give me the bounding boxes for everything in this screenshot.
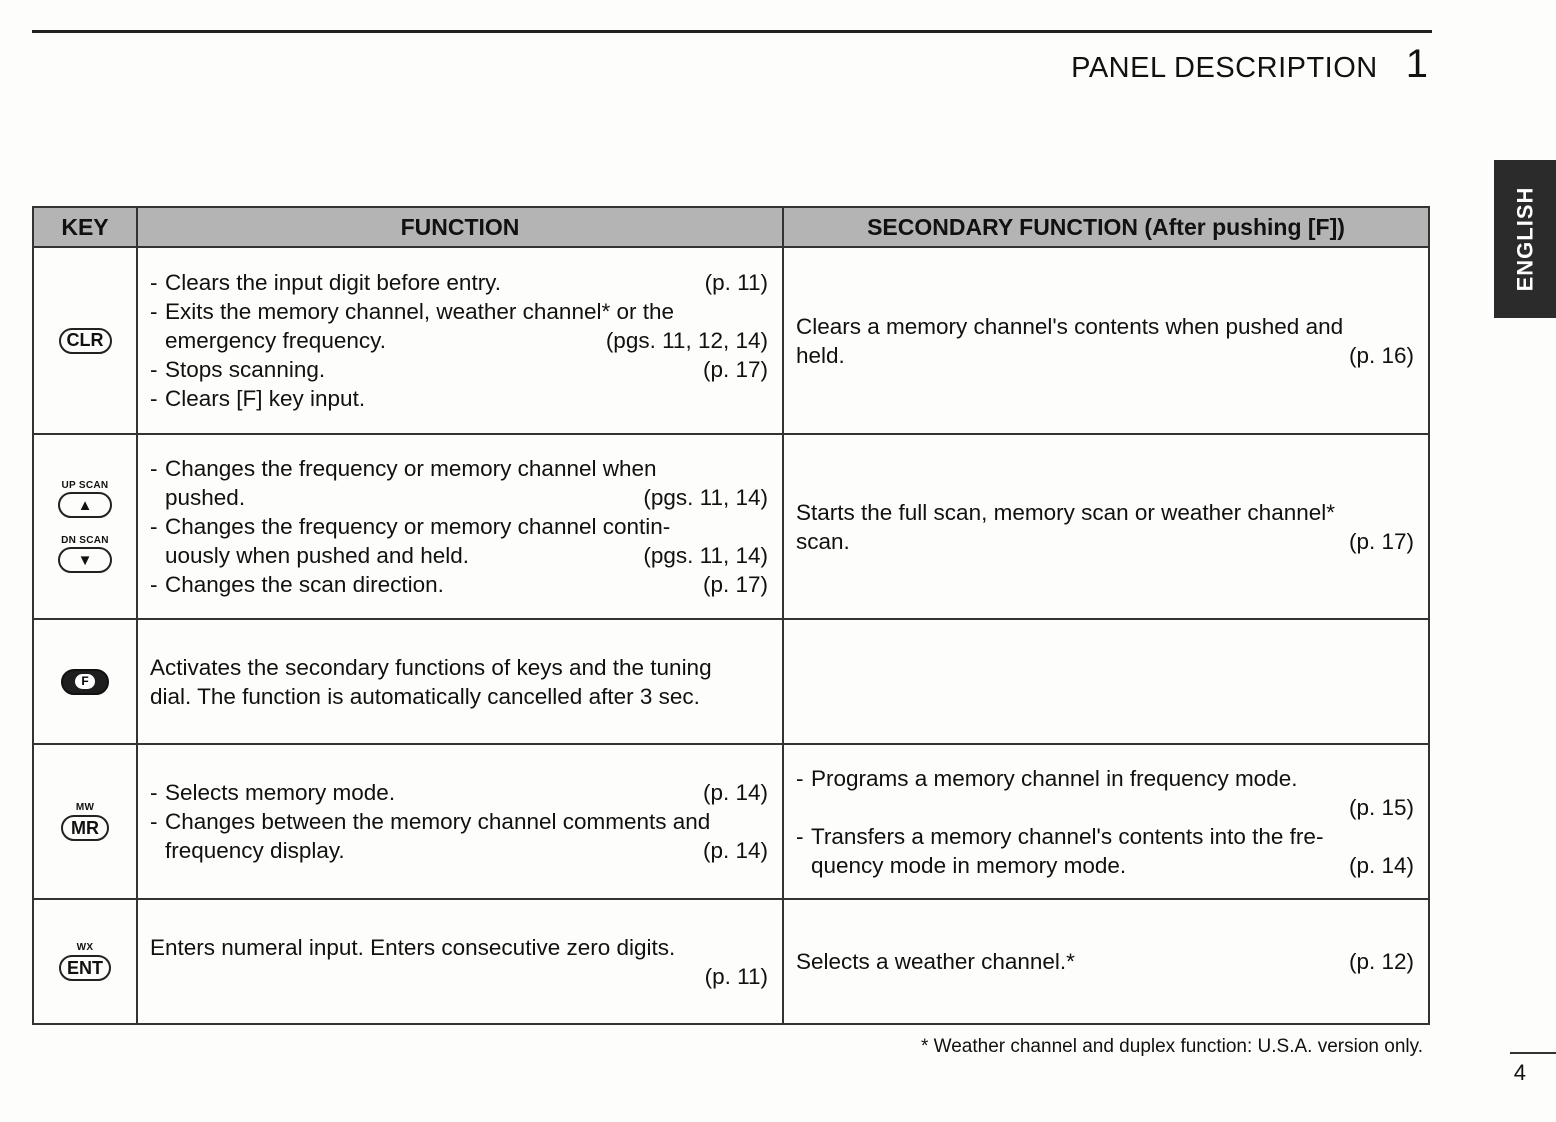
function-cell bbox=[137, 434, 783, 619]
clr-key-icon: CLR bbox=[59, 328, 112, 354]
function-cell: Activates the secondary functions of keys and the tuning dial. The function is automatically cancelled after 3 sec. bbox=[137, 619, 783, 744]
list-item: - Programs a memory channel in frequency mode. (p. 15) bbox=[796, 764, 1414, 822]
list-item: - Transfers a memory channel's contents into the fre- quency mode in memory mode. (p. 14) bbox=[796, 822, 1414, 880]
secondary-cell bbox=[783, 744, 1429, 899]
table-row bbox=[33, 434, 1429, 619]
list-item: - Changes the frequency or memory channel when pushed. (pgs. 11, 14) bbox=[150, 454, 768, 512]
secondary-cell: Selects a weather channel.* (p. 12) bbox=[783, 899, 1429, 1024]
panel-description-table bbox=[32, 206, 1430, 1025]
list-item: - Clears [F] key input. bbox=[150, 384, 768, 413]
list-item: - Clears the input digit before entry. (p. 11) bbox=[150, 268, 768, 297]
footnote: * Weather channel and duplex function: U.S.A. version only. bbox=[920, 1036, 1423, 1057]
dn-scan-label: DN SCAN bbox=[61, 535, 109, 546]
page-header bbox=[1071, 42, 1428, 87]
up-arrow-key-icon: ▲ bbox=[58, 492, 112, 518]
secondary-cell: Starts the full scan, memory scan or weather channel* scan. (p. 17) bbox=[783, 434, 1429, 619]
list-item: - Stops scanning. (p. 17) bbox=[150, 355, 768, 384]
key-cell bbox=[33, 434, 137, 619]
table-row bbox=[33, 899, 1429, 1024]
column-header-secondary: SECONDARY FUNCTION (After pushing [F]) bbox=[783, 207, 1429, 247]
list-item: - Selects memory mode. (p. 14) bbox=[150, 778, 768, 807]
secondary-cell: Clears a memory channel's contents when pushed and held. (p. 16) bbox=[783, 247, 1429, 434]
mr-key-icon: MR bbox=[61, 815, 109, 841]
ent-key-icon: ENT bbox=[59, 955, 111, 981]
column-header-function: FUNCTION bbox=[137, 207, 783, 247]
f-key-icon: F bbox=[61, 669, 109, 695]
column-header-key: KEY bbox=[33, 207, 137, 247]
secondary-cell-empty bbox=[783, 619, 1429, 744]
function-cell: Enters numeral input. Enters consecutive zero digits. (p. 11) bbox=[137, 899, 783, 1024]
language-tab-label: ENGLISH bbox=[1512, 186, 1538, 292]
chapter-number: 1 bbox=[1405, 42, 1428, 86]
table-row bbox=[33, 619, 1429, 744]
table-header-row bbox=[33, 207, 1429, 247]
table-row bbox=[33, 247, 1429, 434]
mw-label: MW bbox=[75, 802, 95, 813]
language-tab bbox=[1494, 160, 1556, 318]
page-number: 4 bbox=[1513, 1060, 1526, 1085]
wx-label: WX bbox=[76, 942, 94, 953]
key-cell bbox=[33, 247, 137, 434]
page-title: PANEL DESCRIPTION bbox=[1071, 52, 1378, 84]
list-item: - Changes the frequency or memory channel contin- uously when pushed and held. (pgs. 11, 14) bbox=[150, 512, 768, 570]
up-scan-label: UP SCAN bbox=[61, 480, 109, 491]
function-cell bbox=[137, 744, 783, 899]
key-cell bbox=[33, 744, 137, 899]
function-cell bbox=[137, 247, 783, 434]
table-row bbox=[33, 744, 1429, 899]
top-rule bbox=[32, 30, 1432, 33]
list-item: - Changes between the memory channel comments and frequency display. (p. 14) bbox=[150, 807, 768, 865]
key-cell bbox=[33, 899, 137, 1024]
page-number-rule bbox=[1510, 1052, 1556, 1054]
list-item: - Changes the scan direction. (p. 17) bbox=[150, 570, 768, 599]
key-cell bbox=[33, 619, 137, 744]
list-item: - Exits the memory channel, weather channel* or the emergency frequency. (pgs. 11, 12, 14) bbox=[150, 297, 768, 355]
down-arrow-key-icon: ▼ bbox=[58, 547, 112, 573]
